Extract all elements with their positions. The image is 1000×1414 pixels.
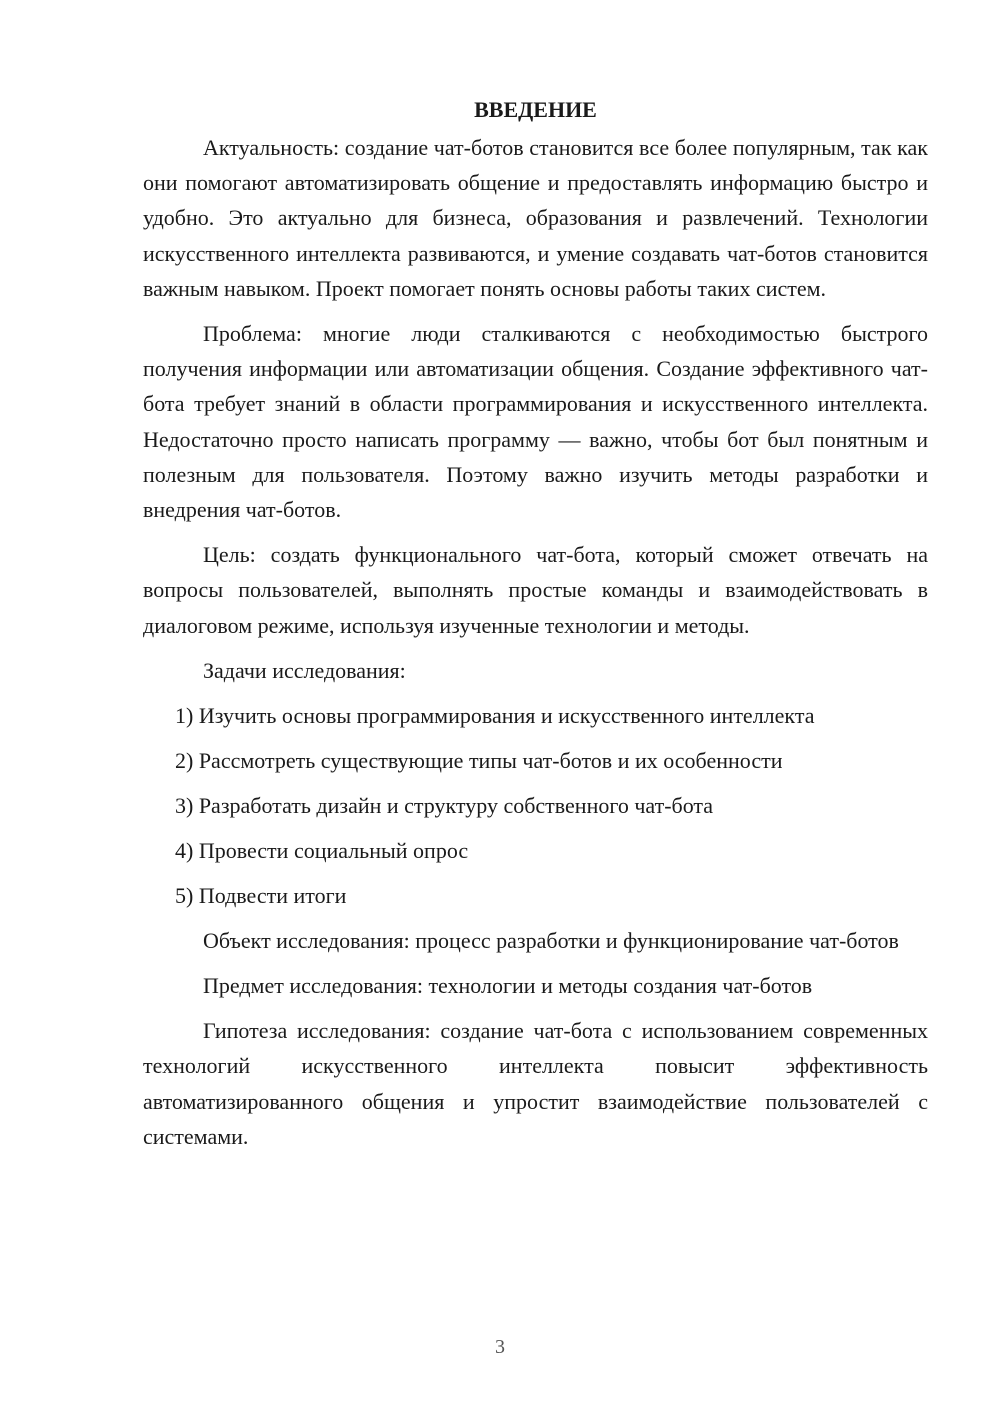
tasks-list <box>143 698 928 913</box>
tasks-heading: Задачи исследования: <box>203 657 406 683</box>
list-item: 5) Подвести итоги <box>175 882 347 908</box>
hypothesis-paragraph: Гипотеза исследования: создание чат-бота с использованием современных технологий искусственного интеллекта повысит эффективность автоматизированного общения и упростит взаимодействие пользователей с системами. <box>143 1018 928 1149</box>
page-title: ВВЕДЕНИЕ <box>474 97 597 122</box>
relevance-paragraph: Актуальность: создание чат-ботов становится все более популярным, так как они помогают автоматизировать общение и предоставлять информацию быстро и удобно. Это актуально для бизнеса, образования и развлечений. Технологии искусственного интеллекта развиваются, и умение создавать чат-ботов становится важным навыком. Проект помогает понять основы работы таких систем. <box>143 135 928 301</box>
document-page <box>143 92 928 1164</box>
subject-paragraph: Предмет исследования: технологии и методы создания чат-ботов <box>203 973 813 999</box>
list-item: 1) Изучить основы программирования и искусственного интеллекта <box>175 702 815 728</box>
problem-paragraph: Проблема: многие люди сталкиваются с необходимостью быстрого получения информации или автоматизации общения. Создание эффективного чат-бота требует знаний в области программирования и искусственного интеллекта. Недостаточно просто написать программу — важно, чтобы бот был понятным и полезным для пользователя. Поэтому важно изучить методы разработки и внедрения чат-ботов. <box>143 321 928 523</box>
page-number: 3 <box>495 1336 505 1358</box>
list-item: 2) Рассмотреть существующие типы чат-ботов и их особенности <box>175 747 783 773</box>
list-item: 4) Провести социальный опрос <box>175 837 469 863</box>
goal-paragraph: Цель: создать функционального чат-бота, который сможет отвечать на вопросы пользователей, выполнять простые команды и взаимодействовать в диалоговом режиме, используя изученные технологии и методы. <box>143 542 928 638</box>
object-paragraph: Объект исследования: процесс разработки и функционирование чат-ботов <box>203 927 899 953</box>
list-item: 3) Разработать дизайн и структуру собственного чат-бота <box>175 792 714 818</box>
